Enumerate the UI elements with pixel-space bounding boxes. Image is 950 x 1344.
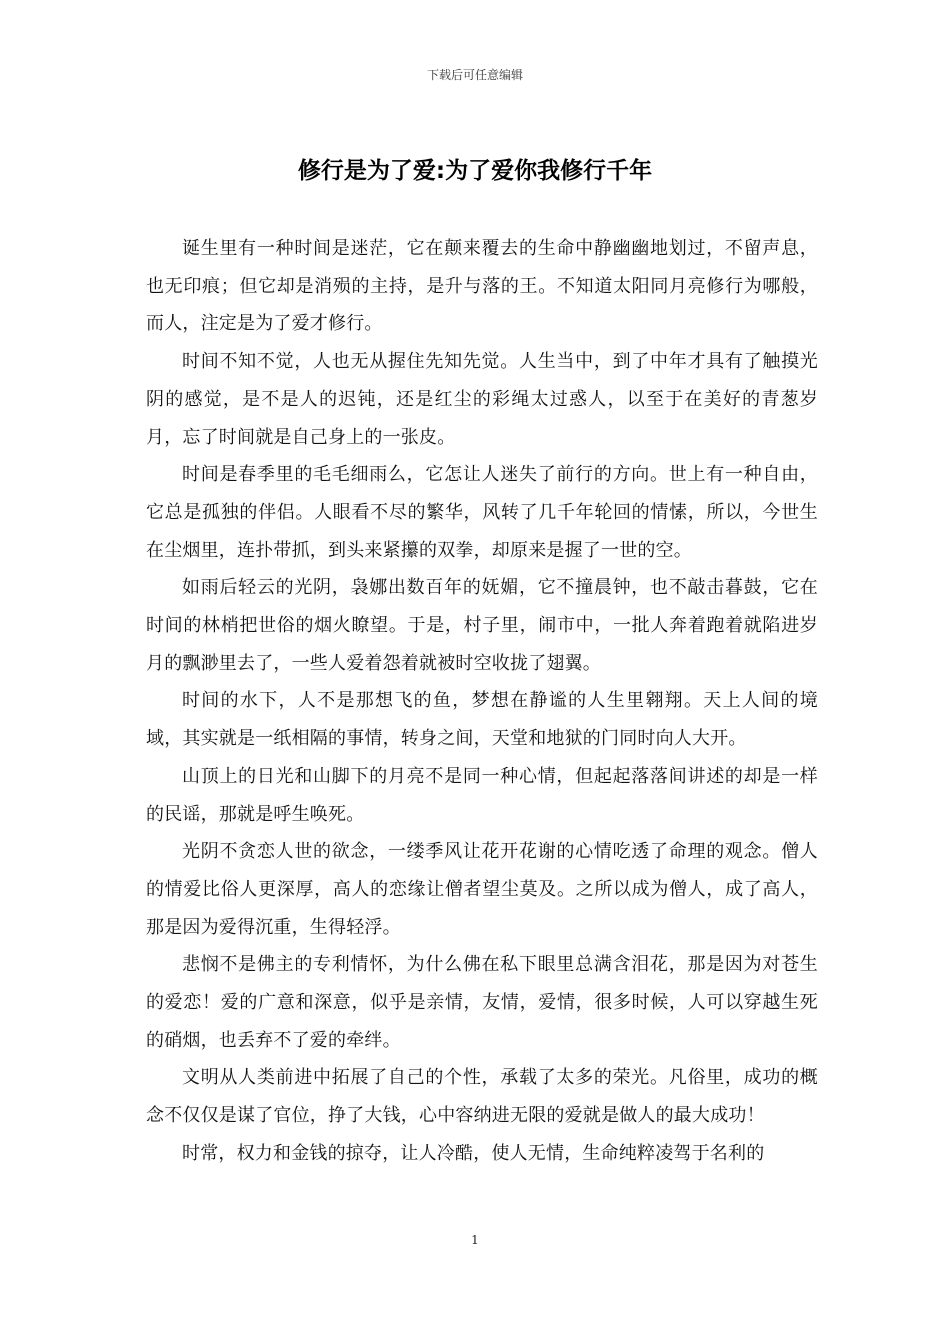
page-header: 下载后可任意编辑 [426, 68, 523, 82]
paragraph: 时间是春季里的毛毛细雨么，它怎让人迷失了前行的方向。世上有一种自由，它总是孤独的伴侣。人眼看不尽的繁华，风转了几千年轮回的情愫，所以，今世生在尘烟里，连扑带抓，到头来紧攥的双拳，却原来是握了一世的空。 [146, 464, 818, 561]
paragraph: 山顶上的日光和山脚下的月亮不是同一种心情，但起起落落间讲述的却是一样的民谣，那就是呼生唤死。 [146, 765, 818, 825]
document-body [146, 230, 818, 1173]
paragraph: 光阴不贪恋人世的欲念，一缕季风让花开花谢的心情吃透了命理的观念。僧人的情爱比俗人更深厚，高人的恋缘让僧者望尘莫及。之所以成为僧人，成了高人，那是因为爱得沉重，生得轻浮。 [146, 841, 818, 938]
paragraph: 文明从人类前进中拓展了自己的个性，承载了太多的荣光。凡俗里，成功的概念不仅仅是谋了官位，挣了大钱，心中容纳进无限的爱就是做人的最大成功！ [146, 1067, 818, 1127]
paragraph: 诞生里有一种时间是迷茫，它在颠来覆去的生命中静幽幽地划过，不留声息，也无印痕；但它却是消殒的主持，是升与落的王。不知道太阳同月亮修行为哪般，而人，注定是为了爱才修行。 [146, 238, 818, 335]
page-number: 1 [471, 1233, 479, 1247]
paragraph: 如雨后轻云的光阴，袅娜出数百年的妩媚，它不撞晨钟，也不敲击暮鼓，它在时间的林梢把世俗的烟火瞭望。于是，村子里，闹市中，一批人奔着跑着就陷进岁月的飘渺里去了，一些人爱着怨着就被时空收拢了翅翼。 [146, 577, 818, 674]
paragraph: 时间的水下，人不是那想飞的鱼，梦想在静谧的人生里翱翔。天上人间的境域，其实就是一纸相隔的事情，转身之间，天堂和地狱的门同时向人大开。 [146, 690, 818, 750]
paragraph: 悲悯不是佛主的专利情怀，为什么佛在私下眼里总满含泪花，那是因为对苍生的爱恋！爱的广意和深意，似乎是亲情，友情，爱情，很多时候，人可以穿越生死的硝烟，也丢弃不了爱的牵绊。 [146, 954, 818, 1051]
paragraph: 时间不知不觉，人也无从握住先知先觉。人生当中，到了中年才具有了触摸光阴的感觉，是不是人的迟钝，还是红尘的彩绳太过惑人，以至于在美好的青葱岁月，忘了时间就是自己身上的一张皮。 [146, 351, 818, 448]
paragraph: 时常，权力和金钱的掠夺，让人冷酷，使人无情，生命纯粹凌驾于名利的 [182, 1142, 765, 1164]
document-title: 修行是为了爱:为了爱你我修行千年 [297, 158, 653, 184]
